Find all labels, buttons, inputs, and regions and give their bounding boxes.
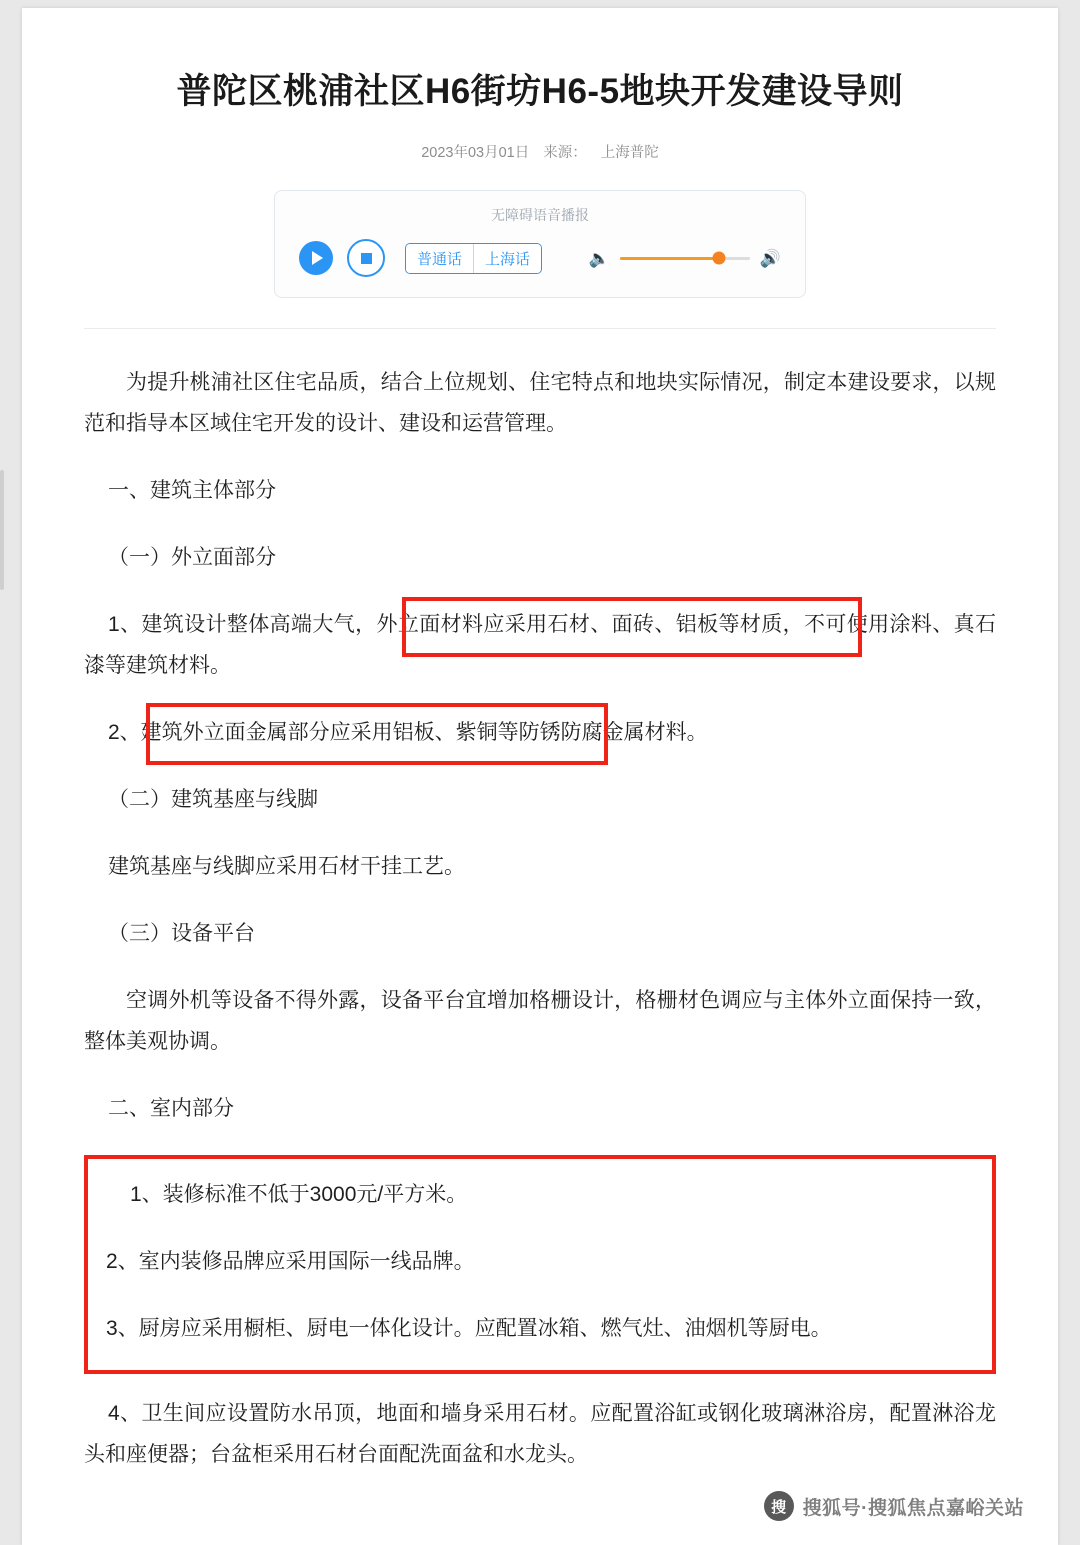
- article-content: [22, 8, 1058, 1476]
- audio-player-controls: [275, 235, 805, 297]
- stop-button[interactable]: [347, 239, 385, 277]
- paragraph-7: 3、厨房应采用橱柜、厨电一体化设计。应配置冰箱、燃气灶、油烟机等厨电。: [106, 1317, 832, 1341]
- paragraph-6: 2、室内装修品牌应采用国际一线品牌。: [106, 1250, 475, 1274]
- paragraph-3: 建筑基座与线脚应采用石材干挂工艺。: [108, 854, 465, 878]
- article-sheet: [22, 8, 1058, 1545]
- audio-player-label: 无障碍语音播报: [491, 207, 589, 224]
- watermark: [764, 1491, 1024, 1521]
- header-divider: [84, 328, 996, 329]
- highlight-group-2: [84, 713, 996, 754]
- paragraph-4: 空调外机等设备不得外露，设备平台宜增加格栅设计，格栅材色调应与主体外立面保持一致，整体美观协调。: [84, 988, 996, 1053]
- highlight-group-1: [84, 605, 996, 687]
- page-title: 普陀区桃浦社区H6街坊H6-5地块开发建设导则: [176, 72, 904, 111]
- speaker-high-icon[interactable]: 🔊: [759, 248, 781, 268]
- paragraph-1: 1、建筑设计整体高端大气，外立面材料应采用石材、面砖、铝板等材质，不可使用涂料、真石漆等建筑材料。: [84, 613, 996, 677]
- audio-player: [274, 190, 806, 298]
- stop-icon: [361, 253, 372, 264]
- volume-knob[interactable]: [712, 252, 725, 265]
- lang-option-shanghainese[interactable]: 上海话: [474, 244, 541, 273]
- scroll-indicator[interactable]: [0, 470, 4, 590]
- volume-control: [589, 250, 781, 267]
- article-meta: [84, 141, 996, 162]
- subsection-heading-1-3: （三）设备平台: [108, 921, 255, 945]
- play-button[interactable]: [299, 241, 333, 275]
- play-icon: [312, 251, 323, 265]
- language-switch: [405, 243, 542, 274]
- source-label: 来源：: [543, 145, 587, 162]
- section-heading-1: 一、建筑主体部分: [108, 479, 276, 503]
- section-heading-2: 二、室内部分: [108, 1096, 234, 1120]
- watermark-text: 搜狐号·搜狐焦点嘉峪关站: [802, 1497, 1024, 1519]
- lang-option-mandarin[interactable]: 普通话: [406, 244, 473, 273]
- paragraph-5: 1、装修标准不低于3000元/平方米。: [130, 1183, 468, 1207]
- speaker-low-icon[interactable]: 🔈: [588, 248, 610, 268]
- sohu-logo-icon: 搜: [764, 1491, 794, 1521]
- source-name: 上海普陀: [600, 145, 659, 162]
- publish-date: 2023年03月01日: [421, 145, 530, 162]
- volume-slider[interactable]: [620, 257, 750, 260]
- red-highlight-block-indoor: [84, 1155, 996, 1374]
- paragraph-2: 2、建筑外立面金属部分应采用铝板、紫铜等防锈防腐金属材料。: [108, 720, 708, 744]
- volume-fill: [620, 257, 719, 260]
- subsection-heading-1-2: （二）建筑基座与线脚: [108, 787, 318, 811]
- subsection-heading-1-1: （一）外立面部分: [108, 546, 276, 570]
- paragraph-intro: 为提升桃浦社区住宅品质，结合上位规划、住宅特点和地块实际情况，制定本建设要求，以规范和指导本区域住宅开发的设计、建设和运营管理。: [84, 371, 996, 436]
- paragraph-8: 4、卫生间应设置防水吊顶，地面和墙身采用石材。应配置浴缸或钢化玻璃淋浴房，配置淋浴龙头和座便器；台盆柜采用石材台面配洗面盆和水龙头。: [84, 1402, 996, 1467]
